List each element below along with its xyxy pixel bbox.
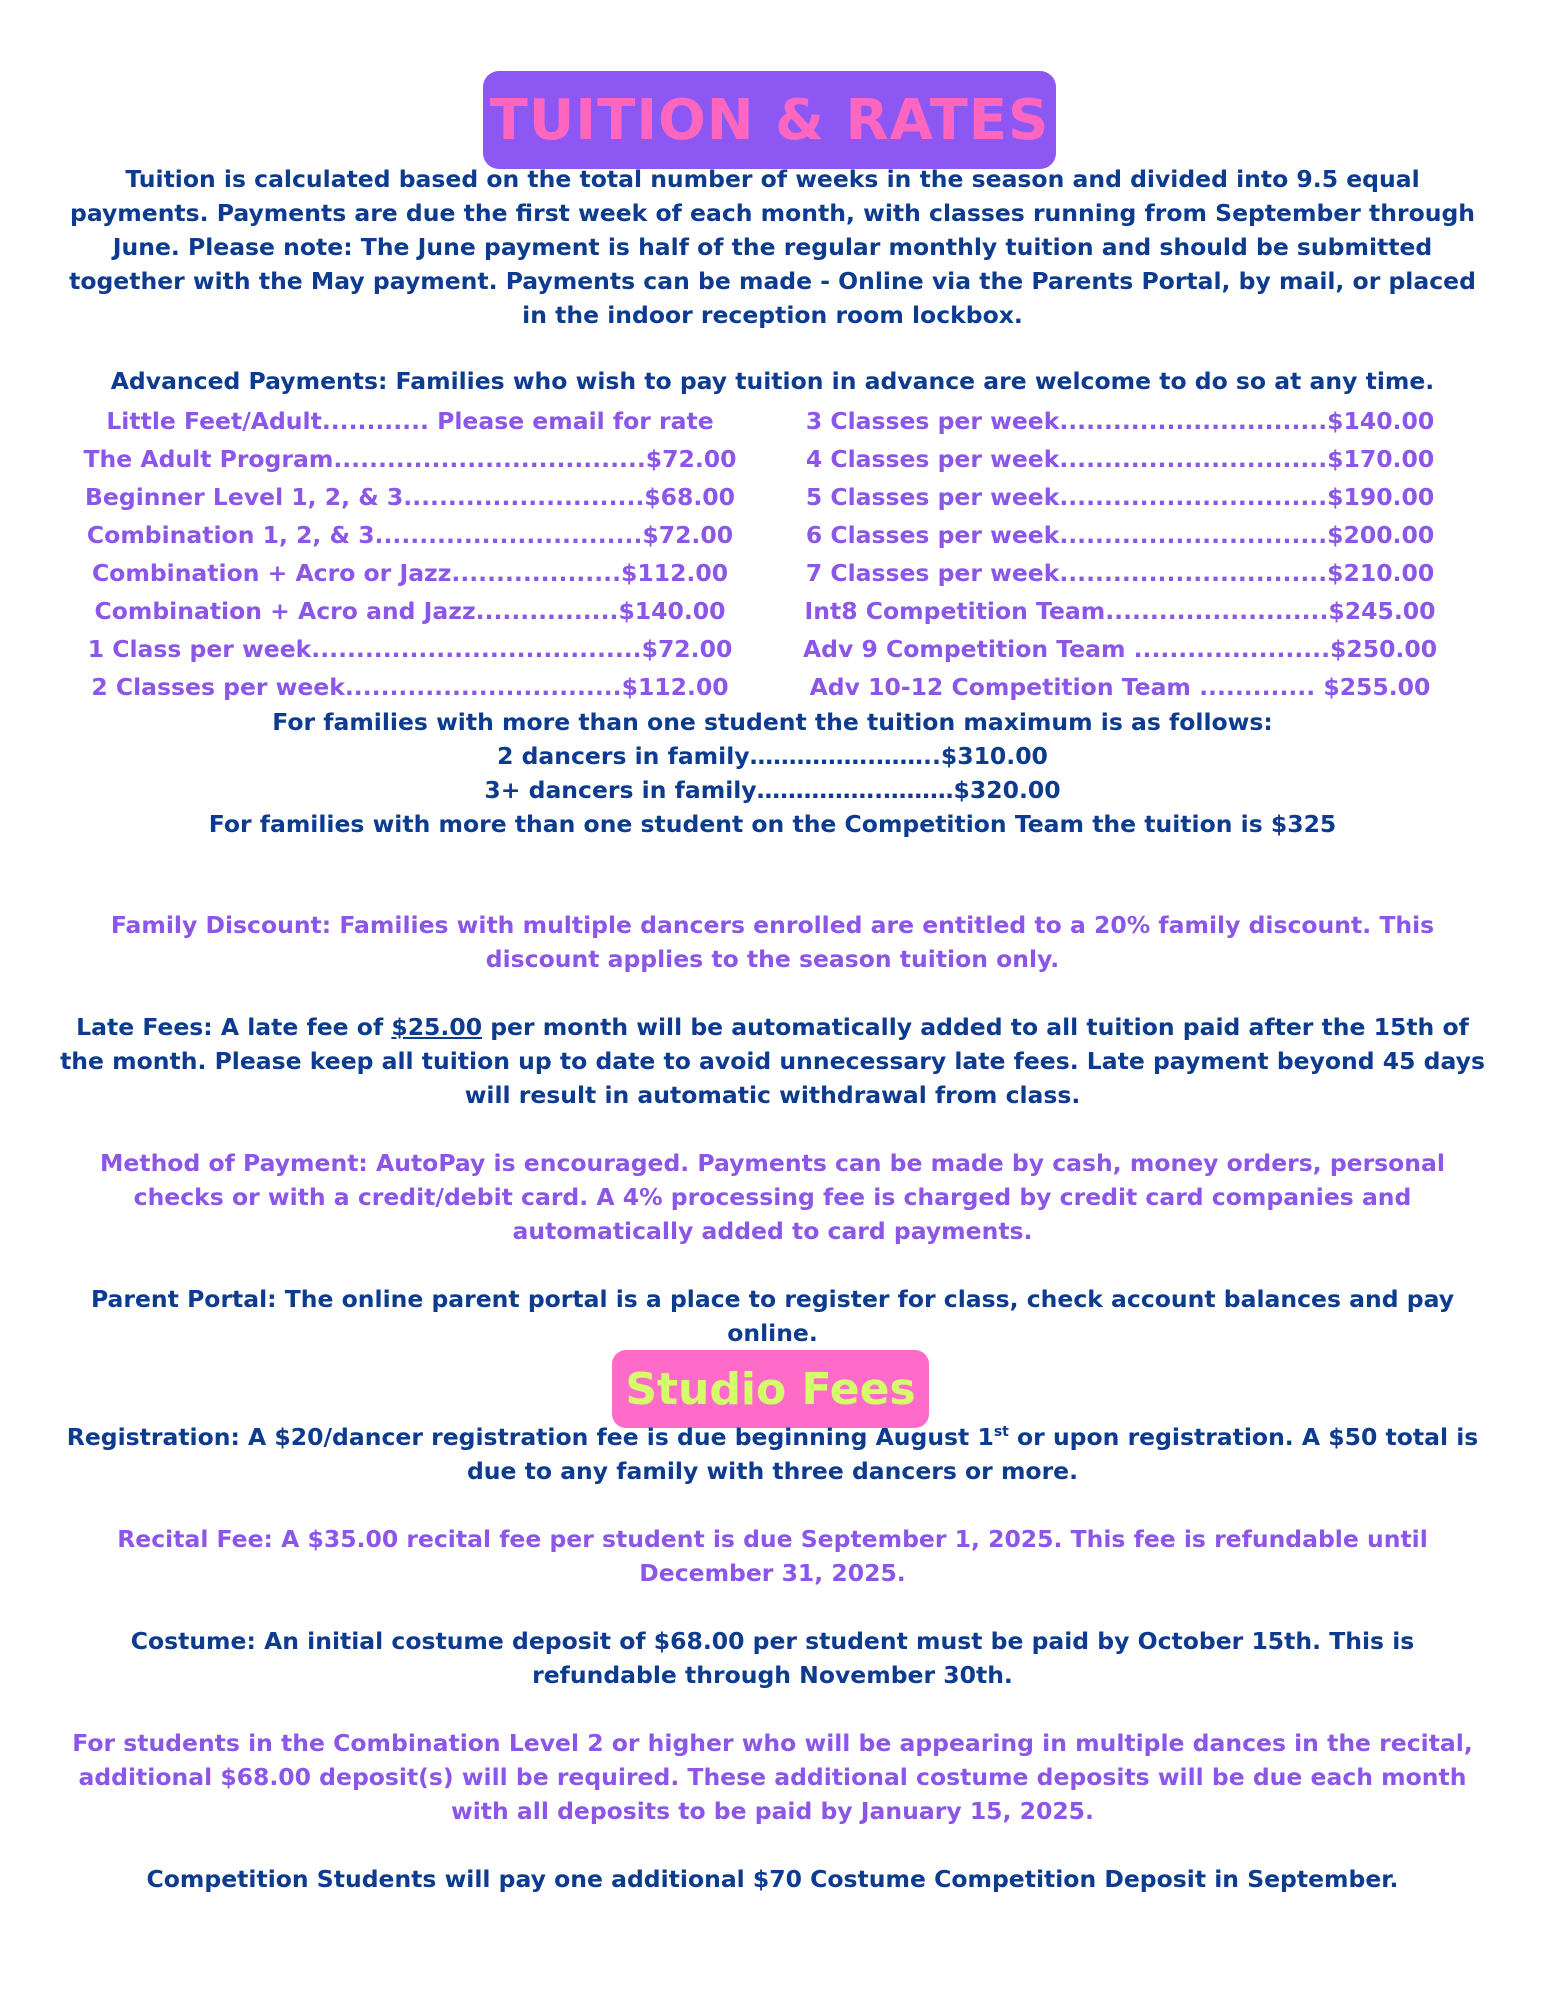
competition-note: Competition Students will pay one additional $70 Costume Competition Deposit in September. bbox=[146, 1865, 1399, 1893]
late-fees-post: per month will be automatically added to all tuition paid after the 15th of the month. Please keep all tuition up to date to avoid unnecessary late fees. Late payment beyond 45 days will result in automatic withdrawal from class. bbox=[60, 1013, 1485, 1109]
rate-row: 7 Classes per week..............................$210.00 bbox=[805, 559, 1435, 587]
registration-label: Registration: bbox=[66, 1423, 240, 1451]
rates-right-column bbox=[790, 402, 1450, 706]
family-discount-text: Families with multiple dancers enrolled are entitled to a 20% family discount. This discount applies to the season tuition only. bbox=[331, 911, 1435, 973]
rate-row: Int8 Competition Team.........................$245.00 bbox=[804, 597, 1436, 625]
method-text: AutoPay is encouraged. Payments can be made by cash, money orders, personal checks or with a credit/debit card. A 4% processing fee is charged by credit card companies and automatically added to card payments. bbox=[133, 1149, 1445, 1245]
studio-fees-banner bbox=[612, 1350, 929, 1428]
advanced-payments bbox=[55, 364, 1490, 398]
rate-row: 1 Class per week.....................................$72.00 bbox=[87, 635, 733, 663]
rates-left-column bbox=[80, 402, 740, 706]
rate-row: Combination + Acro and Jazz................$140.00 bbox=[94, 597, 726, 625]
rate-row: 3 Classes per week..............................$140.00 bbox=[805, 407, 1435, 435]
family-max-heading: For families with more than one student the tuition maximum is as follows: bbox=[272, 708, 1273, 736]
recital-label: Recital Fee: bbox=[117, 1525, 273, 1553]
rate-row: 4 Classes per week..............................$170.00 bbox=[805, 445, 1435, 473]
costume-text: An initial costume deposit of $68.00 per student must be paid by October 15th. This is refundable through November 30th. bbox=[255, 1627, 1415, 1689]
rate-row: 2 Classes per week...............................$112.00 bbox=[91, 673, 729, 701]
rate-row: 5 Classes per week..............................$190.00 bbox=[805, 483, 1435, 511]
advanced-payments-label: Advanced Payments bbox=[110, 367, 378, 395]
registration bbox=[55, 1420, 1490, 1488]
late-fees-label: Late Fees: bbox=[76, 1013, 213, 1041]
parent-portal bbox=[55, 1282, 1490, 1350]
rate-row: Adv 9 Competition Team ......................$250.00 bbox=[802, 635, 1438, 663]
portal-label: Parent Portal: bbox=[90, 1285, 277, 1313]
costume-label: Costume: bbox=[130, 1627, 256, 1655]
recital-text: A $35.00 recital fee per student is due September 1, 2025. This fee is refundable until December 31, 2025. bbox=[272, 1525, 1428, 1587]
late-fees bbox=[55, 1010, 1490, 1112]
late-fees-pre: A late fee of bbox=[212, 1013, 392, 1041]
registration-pre: A $20/dancer registration fee is due beginning August 1 bbox=[239, 1423, 994, 1451]
rate-row: Combination 1, 2, & 3..............................$72.00 bbox=[86, 521, 734, 549]
costume bbox=[55, 1624, 1490, 1692]
rate-row: Little Feet/Adult............ Please email for rate bbox=[106, 407, 714, 435]
method-label: Method of Payment: bbox=[100, 1149, 368, 1177]
late-fee-amount: $25.00 bbox=[391, 1013, 483, 1041]
method-of-payment bbox=[55, 1146, 1490, 1248]
family-discount bbox=[55, 908, 1490, 976]
registration-sup: st bbox=[993, 1424, 1009, 1441]
rate-row: The Adult Program...................................$72.00 bbox=[83, 445, 737, 473]
rate-row: Combination + Acro or Jazz...................$112.00 bbox=[91, 559, 729, 587]
combination-note: For students in the Combination Level 2 or higher who will be appearing in multiple dances in the recital, additional $68.00 deposit(s) will be required. These additional costume deposits will be due each month with all deposits to be paid by January 15, 2025. bbox=[72, 1729, 1473, 1825]
family-max-three-dancers: 3+ dancers in family…………….………$320.00 bbox=[484, 776, 1061, 804]
rate-row: Beginner Level 1, 2, & 3...........................$68.00 bbox=[85, 483, 735, 511]
title-banner bbox=[483, 71, 1056, 169]
advanced-payments-text: : Families who wish to pay tuition in advance are welcome to do so at any time. bbox=[377, 367, 1435, 395]
recital-fee bbox=[55, 1522, 1490, 1590]
registration-post: or upon registration. A $50 total is due to any family with three dancers or more. bbox=[466, 1423, 1479, 1485]
portal-text: The online parent portal is a place to register for class, check account balances and pay online. bbox=[276, 1285, 1455, 1347]
family-discount-label: Family Discount: bbox=[110, 911, 332, 939]
intro-paragraph: Tuition is calculated based on the total number of weeks in the season and divided into 9.5 equal payments. Payments are due the first week of each month, with classes running from September through June. Please note: The June payment is half of the regular monthly tuition and should be submitted together with the May payment. Payments can be made - Online via the Parents Portal, by mail, or placed in the indoor reception room lockbox. bbox=[69, 165, 1476, 329]
family-max-competition: For families with more than one student on the Competition Team the tuition is $325 bbox=[208, 810, 1337, 838]
page-title: TUITION & RATES bbox=[489, 87, 1050, 153]
family-max-two-dancers: 2 dancers in family…………….……..$310.00 bbox=[497, 742, 1048, 770]
rate-row: Adv 10-12 Competition Team ............. $255.00 bbox=[809, 673, 1431, 701]
studio-fees-title: Studio Fees bbox=[625, 1363, 916, 1415]
rate-row: 6 Classes per week..............................$200.00 bbox=[805, 521, 1435, 549]
